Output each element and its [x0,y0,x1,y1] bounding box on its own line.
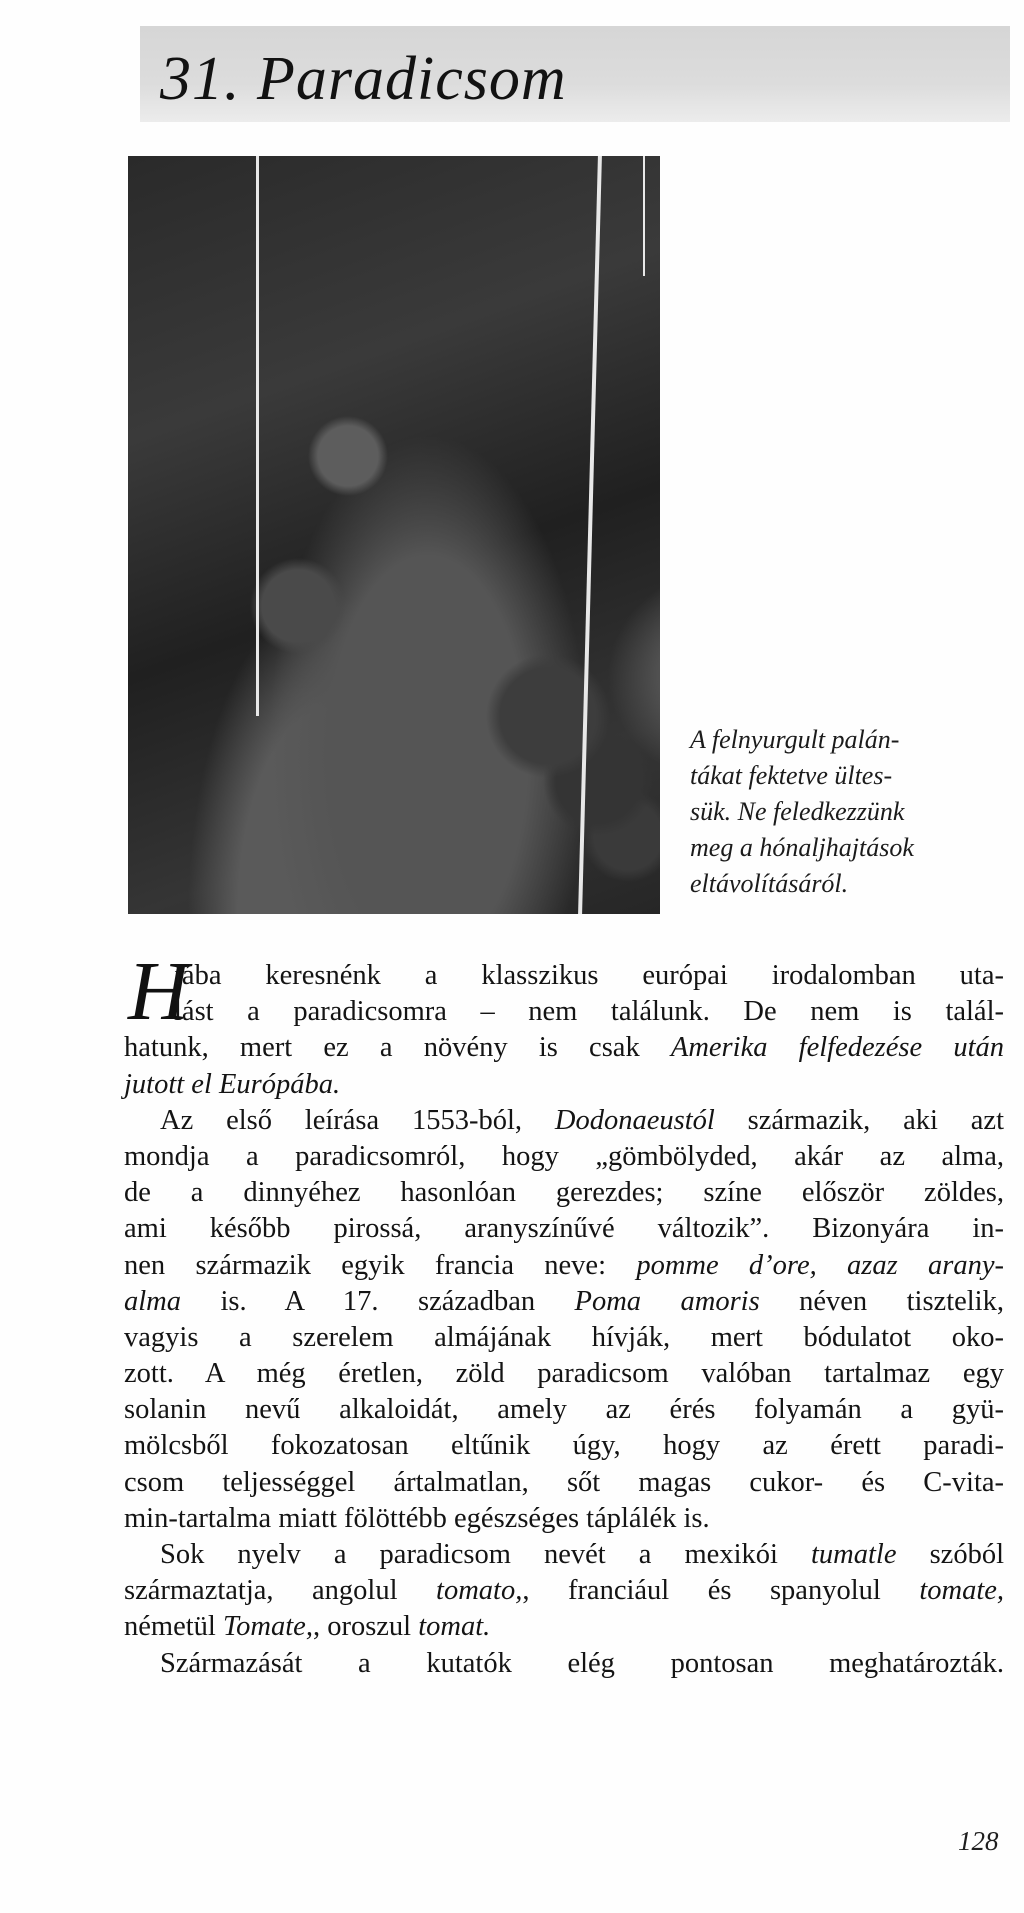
photo-caption [690,722,1010,902]
text-line [124,1284,1004,1320]
italic-span: tumatle [811,1539,897,1570]
caption-line: sük. Ne feledkezzünk [690,797,905,826]
text-line: zott. A még éretlen, zöld paradicsom valóban tartalmaz egy [124,1358,1004,1390]
italic-span: Amerika felfedezése után [670,1032,1005,1064]
text-line [124,1067,1004,1103]
plant-stake [643,156,645,276]
text-span: Sok nyelv a paradicsom nevét a mexikói [160,1539,811,1570]
italic-span: pomme d’ore, azaz arany- [636,1249,1004,1281]
drop-cap: H [128,945,189,1038]
text-span: németül [124,1611,223,1643]
italic-span: tomate, [919,1575,1005,1607]
text-span: is. A 17. században [181,1285,575,1317]
italic-span: tomat. [418,1611,491,1643]
text-span: , oroszul [312,1611,419,1643]
text-line: iába keresnénk a klasszikus európai irodalomban uta- [174,960,1004,991]
text-line: min-tartalma miatt fölöttébb egészséges táplálék is. [124,1502,710,1534]
text-span: Az első leírása 1553-ból, [160,1104,555,1136]
text-line [124,1609,1004,1645]
text-line: de a dinnyéhez hasonlóan gerezdes; színe először zöldes, [124,1177,1004,1209]
text-span: szóból [896,1539,1004,1570]
text-span: származtatja, angolul [124,1575,437,1607]
caption-line: meg a hónaljhajtások [690,833,914,862]
text-line [124,1030,1004,1066]
italic-span: Poma amoris [574,1285,760,1317]
italic-span: Tomate, [222,1611,313,1643]
plant-stake [578,156,602,914]
text-line: mölcsből fokozatosan eltűnik úgy, hogy az érett paradi- [124,1430,1004,1462]
text-line: ami később pirossá, aranyszínűvé változik”. Bizonyára in- [124,1213,1004,1245]
text-span: hatunk, mert ez a növény is csak [124,1032,671,1064]
text-span: nen származik egyik francia neve: [124,1249,637,1281]
text-line: lást a paradicsomra – nem találunk. De nem is talál- [174,996,1004,1028]
text-span: , franciául és spanyolul [522,1575,920,1607]
text-line: mondja a paradicsomról, hogy „gömbölyded, akár az alma, [124,1140,1004,1172]
photo-tomato-plants [128,156,660,914]
text-line [124,1103,1004,1139]
chapter-title: 31. Paradicsom [160,45,567,113]
page-number: 128 [958,1826,999,1856]
text-line: solanin nevű alkaloidát, amely az érés folyamán a gyü- [124,1394,1004,1426]
text-line [124,1248,1004,1284]
caption-line: A felnyurgult palán- [690,725,900,754]
italic-span: tomato, [436,1575,523,1607]
text-line: vagyis a szerelem almájának hívják, mert bódulatot oko- [124,1321,1004,1353]
body-text [124,958,1004,1682]
text-line [124,1537,1004,1573]
text-span: származik, aki azt [714,1104,1004,1136]
plant-stake [256,156,259,716]
italic-span: jutott el Európába. [124,1068,341,1100]
text-span: néven tisztelik, [759,1285,1004,1317]
text-line: Származását a kutatók elég pontosan meghatározták. [160,1647,1004,1679]
caption-line: tákat fektetve ültes- [690,761,893,790]
caption-line: eltávolításáról. [690,869,849,898]
italic-span: alma [124,1285,181,1317]
text-line [124,1573,1004,1609]
italic-span: Dodonaeustól [554,1104,715,1136]
text-line: csom teljességgel ártalmatlan, sőt magas cukor- és C-vita- [124,1466,1004,1498]
